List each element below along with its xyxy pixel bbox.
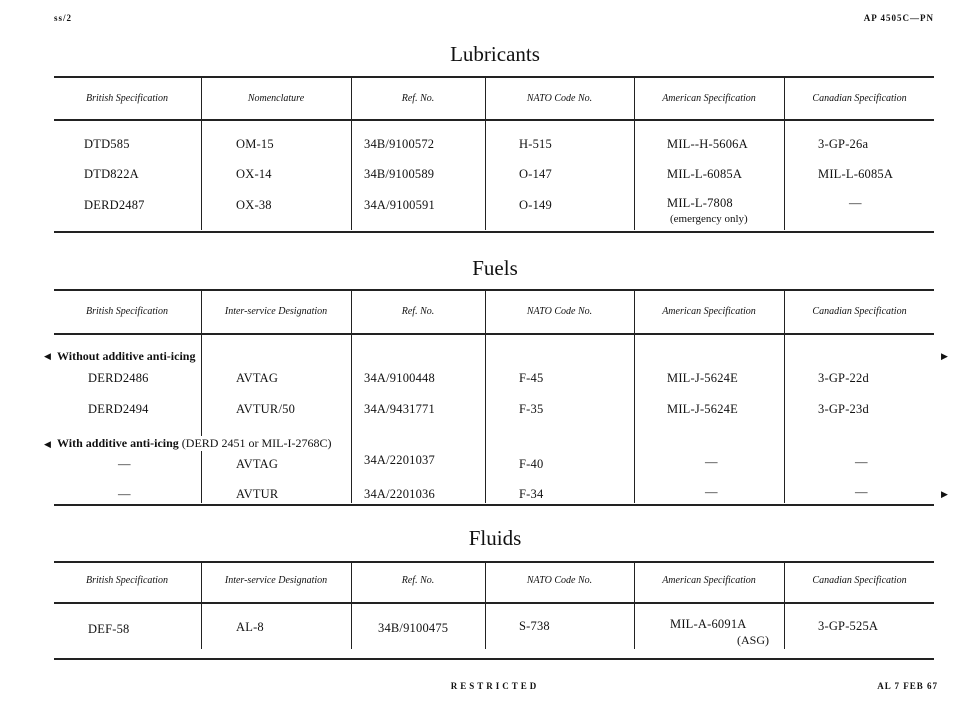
table-cell: O-149: [519, 198, 552, 212]
table-cell: MIL-A-6091A: [670, 617, 747, 631]
lubricants-col-british: British Specification: [86, 93, 168, 104]
table-cell: —: [705, 455, 718, 469]
table-cell: 34A/9431771: [364, 402, 435, 416]
lubricants-bottom-rule: [54, 231, 934, 233]
table-cell: OM-15: [236, 137, 274, 151]
fuels-group-with: [57, 436, 333, 451]
fluids-col-nato: NATO Code No.: [526, 575, 593, 586]
right-marker-arrow: ▶: [941, 351, 948, 361]
table-cell: 34B/9100572: [364, 137, 435, 151]
table-cell: F-40: [519, 457, 544, 471]
fluids-top-rule: [54, 561, 934, 563]
table-cell: OX-14: [236, 167, 272, 181]
table-cell: 3-GP-22d: [818, 371, 869, 385]
table-cell: DERD2487: [84, 198, 145, 212]
table-cell: 34A/2201036: [364, 487, 435, 501]
fluids-title: Fluids: [468, 526, 522, 550]
lubricants-col-nomenclature: Nomenclature: [247, 93, 305, 104]
table-cell: —: [855, 455, 868, 469]
table-cell: AVTUR: [236, 487, 279, 501]
table-cell: —: [118, 487, 131, 501]
fuels-group-with-note: (DERD 2451 or MIL-I-2768C): [178, 436, 332, 450]
fuels-top-rule: [54, 289, 934, 291]
table-cell: MIL--H-5606A: [667, 137, 748, 151]
fuels-col-designation: Inter-service Designation: [224, 306, 328, 317]
lubricants-col-nato: NATO Code No.: [526, 93, 593, 104]
fuels-bottom-rule: [54, 504, 934, 506]
lubricants-header-rule: [54, 119, 934, 121]
table-cell: AVTAG: [236, 371, 279, 385]
table-cell: AVTUR/50: [236, 402, 296, 416]
table-cell: MIL-L-6085A: [667, 167, 743, 181]
table-cell: DEF-58: [88, 622, 130, 636]
fuels-col-divider: [485, 291, 486, 503]
table-cell: DTD822A: [84, 167, 139, 181]
page-header-right: AP 4505C—PN: [863, 13, 934, 23]
table-cell: 34A/9100591: [364, 198, 435, 212]
table-cell: —: [855, 485, 868, 499]
fuels-col-american: American Specification: [662, 306, 756, 317]
table-cell: 3-GP-23d: [818, 402, 869, 416]
left-marker-arrow: ◀: [44, 351, 51, 361]
table-cell: —: [118, 457, 131, 471]
fluids-bottom-rule: [54, 658, 934, 660]
fuels-group-with-bold: With additive anti-icing: [57, 436, 179, 450]
table-cell: F-35: [519, 402, 544, 416]
footer-restricted: RESTRICTED: [450, 681, 540, 691]
fuels-col-ref: Ref. No.: [401, 306, 435, 317]
fuels-col-nato: NATO Code No.: [526, 306, 593, 317]
table-cell: —: [705, 485, 718, 499]
table-cell: H-515: [519, 137, 552, 151]
fluids-col-american: American Specification: [662, 575, 756, 586]
fuels-col-divider: [351, 291, 352, 503]
table-cell: 34B/9100475: [378, 621, 449, 635]
table-cell: OX-38: [236, 198, 272, 212]
fluids-col-british: British Specification: [86, 575, 168, 586]
right-marker-arrow: ▶: [941, 489, 948, 499]
lubricants-top-rule: [54, 76, 934, 78]
left-marker-arrow: ◀: [44, 439, 51, 449]
table-cell: —: [849, 196, 862, 210]
fuels-group-without: Without additive anti-icing: [57, 349, 196, 363]
lubricants-col-ref: Ref. No.: [401, 93, 435, 104]
lubricants-col-american: American Specification: [662, 93, 756, 104]
table-cell: DERD2494: [88, 402, 149, 416]
table-cell: DTD585: [84, 137, 130, 151]
fuels-title: Fuels: [472, 256, 518, 280]
emergency-note: (emergency only): [670, 213, 748, 225]
table-cell: MIL-J-5624E: [667, 402, 738, 416]
fluids-header-rule: [54, 602, 934, 604]
table-cell: 3-GP-525A: [818, 619, 879, 633]
table-cell: AVTAG: [236, 457, 279, 471]
table-cell: 34A/9100448: [364, 371, 435, 385]
table-cell: 34B/9100589: [364, 167, 435, 181]
fuels-col-divider: [784, 291, 785, 503]
table-cell: S-738: [519, 619, 550, 633]
lubricants-title: Lubricants: [450, 42, 540, 66]
fuels-col-divider: [201, 291, 202, 503]
footer-date: AL 7 FEB 67: [877, 681, 938, 691]
table-cell: 34A/2201037: [364, 453, 435, 467]
table-cell: F-34: [519, 487, 544, 501]
fluids-col-designation: Inter-service Designation: [224, 575, 328, 586]
fuels-col-divider: [634, 291, 635, 503]
lubricants-col-canadian: Canadian Specification: [812, 93, 907, 104]
table-cell: 3-GP-26a: [818, 137, 869, 151]
fuels-header-rule: [54, 333, 934, 335]
fuels-col-canadian: Canadian Specification: [812, 306, 907, 317]
page-header-left: ss/2: [54, 13, 73, 23]
table-cell: AL-8: [236, 620, 264, 634]
table-cell: MIL-L-6085A: [818, 167, 894, 181]
fluids-col-canadian: Canadian Specification: [812, 575, 907, 586]
table-cell: O-147: [519, 167, 552, 181]
table-cell: MIL-L-7808: [667, 196, 733, 210]
table-cell: MIL-J-5624E: [667, 371, 738, 385]
fuels-col-british: British Specification: [86, 306, 168, 317]
asg-note: (ASG): [737, 633, 769, 647]
fluids-col-ref: Ref. No.: [401, 575, 435, 586]
table-cell: DERD2486: [88, 371, 149, 385]
table-cell: F-45: [519, 371, 544, 385]
